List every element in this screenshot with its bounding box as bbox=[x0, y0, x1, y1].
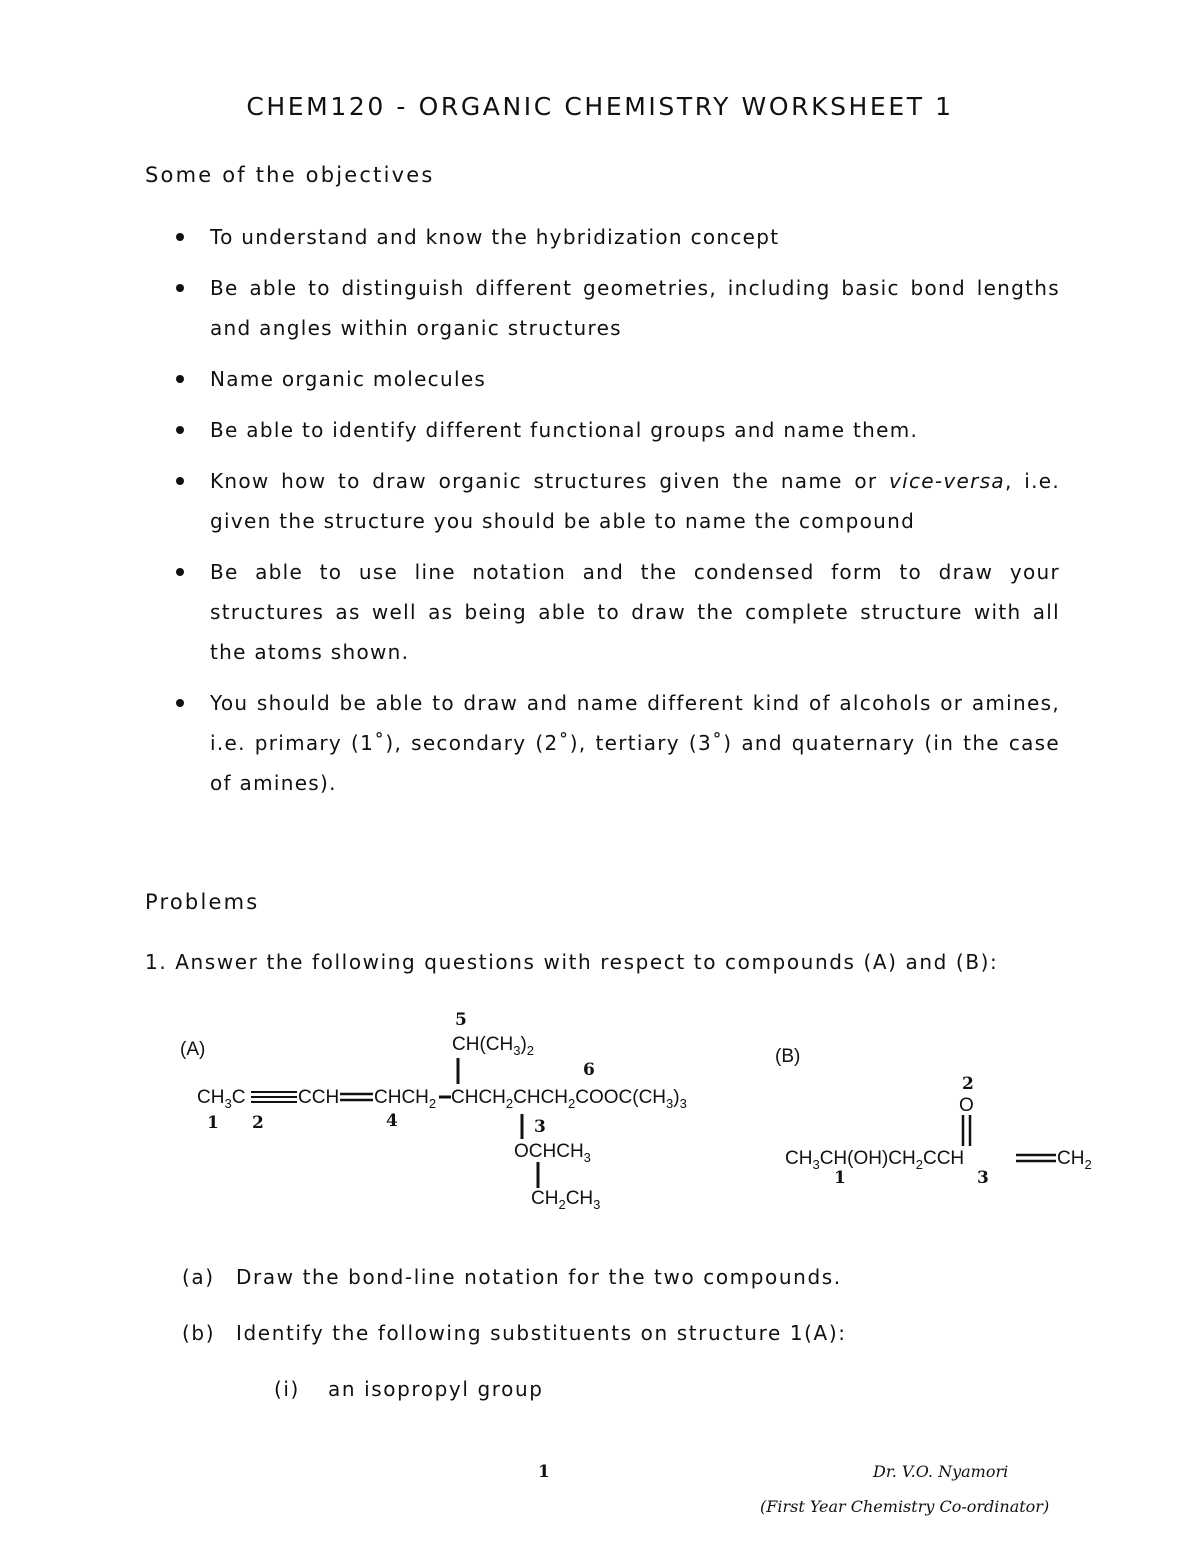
page-title: CHEM120 - ORGANIC CHEMISTRY WORKSHEET 1 bbox=[246, 92, 954, 121]
carbon-number-4: 4 bbox=[386, 1111, 398, 1131]
main-chain-part-3: $CHCH_2$ bbox=[374, 1087, 437, 1111]
footer-role: (First Year Chemistry Co-ordinator) bbox=[760, 1497, 1050, 1516]
carbon-number-2: 2 bbox=[252, 1113, 264, 1133]
objective-item: Name organic molecules bbox=[170, 359, 1060, 399]
carbon-number-6: 6 bbox=[583, 1060, 595, 1080]
objective-item: You should be able to draw and name different kind of alcohols or amines, i.e. primary (1˚), secondary (2˚), tertiary (3˚) and quaternary (in the case of amines). bbox=[170, 683, 1060, 803]
objective-item: Be able to distinguish different geometries, including basic bond lengths and angles within organic structures bbox=[170, 268, 1060, 348]
page-number: 1 bbox=[538, 1462, 550, 1482]
problems-heading: Problems bbox=[145, 890, 260, 914]
question-1b-i: (i) an isopropyl group bbox=[274, 1377, 544, 1401]
main-chain-part-1: $CH_3C$ bbox=[197, 1087, 246, 1111]
objective-item: Know how to draw organic structures given the name or vice-versa, i.e. given the structure you should be able to name the compound bbox=[170, 461, 1060, 541]
question-1: 1. Answer the following questions with respect to compounds (A) and (B): bbox=[145, 950, 999, 974]
carbon-number-3: 3 bbox=[534, 1117, 546, 1137]
terminal-methylene: $CH_2$ bbox=[1057, 1148, 1092, 1172]
carbon-number-3: 3 bbox=[977, 1168, 989, 1188]
objective-item: Be able to use line notation and the condensed form to draw your structures as well as being able to draw the complete structure with all the atoms shown. bbox=[170, 552, 1060, 672]
carbon-number-5: 5 bbox=[455, 1010, 467, 1030]
objectives-heading: Some of the objectives bbox=[145, 163, 435, 187]
carbon-number-1: 1 bbox=[207, 1113, 219, 1133]
compound-b-label: (B) bbox=[775, 1046, 801, 1067]
question-1b: (b) Identify the following substituents on structure 1(A): bbox=[182, 1321, 847, 1345]
question-1a: (a) Draw the bond-line notation for the two compounds. bbox=[182, 1265, 842, 1289]
carbon-number-1: 1 bbox=[834, 1168, 846, 1188]
main-chain-part-4: $CHCH_2CHCH_2COOC(CH_3)_3$ bbox=[451, 1087, 687, 1111]
compound-b-chain: $CH_3CH(OH)CH_2CCH$ bbox=[785, 1148, 965, 1172]
main-chain-part-2: CCH bbox=[298, 1087, 340, 1108]
ethyl-branch: $CH_2CH_3$ bbox=[531, 1188, 601, 1212]
isopropyl-branch: $CH(CH_3)_2$ bbox=[452, 1034, 535, 1058]
compound-a-label: (A) bbox=[180, 1039, 206, 1060]
ether-branch: $OCHCH_3$ bbox=[514, 1141, 591, 1165]
carbon-number-2: 2 bbox=[962, 1074, 974, 1094]
footer-author: Dr. V.O. Nyamori bbox=[873, 1462, 1009, 1481]
compound-a-structure bbox=[180, 1010, 687, 1212]
compound-b-structure bbox=[775, 1046, 1092, 1188]
carbonyl-oxygen: O bbox=[959, 1095, 974, 1116]
objective-item: To understand and know the hybridization concept bbox=[170, 217, 1060, 257]
objective-item: Be able to identify different functional groups and name them. bbox=[170, 410, 1060, 450]
